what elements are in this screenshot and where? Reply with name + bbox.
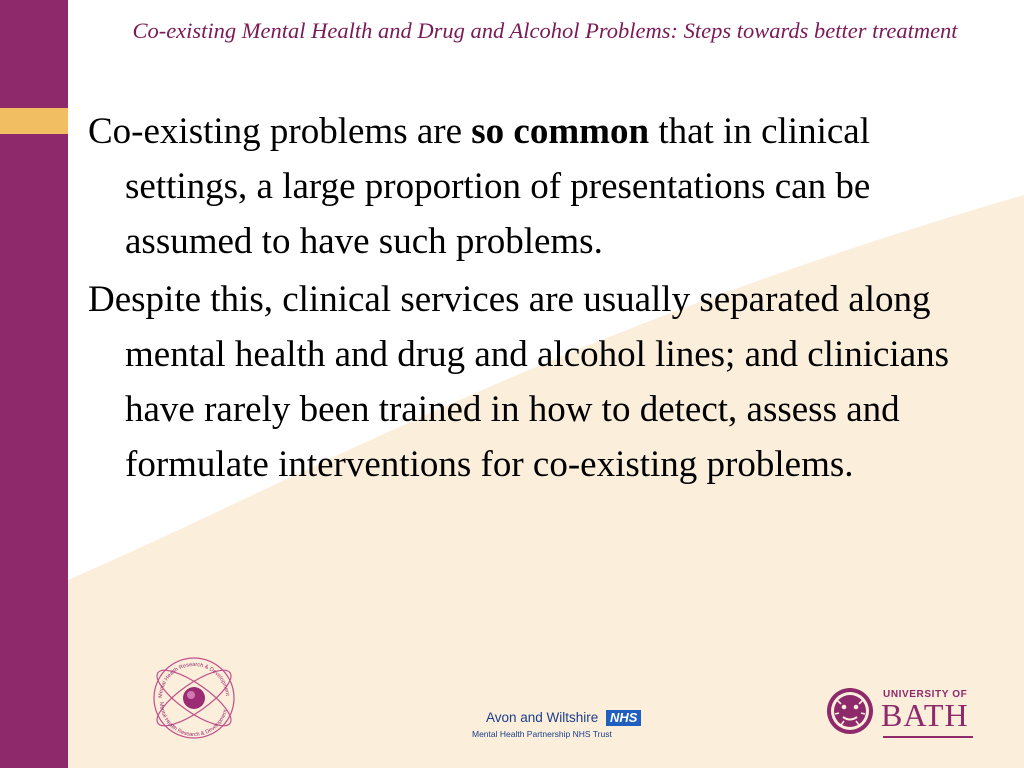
bath-big-text: BATH [881,697,969,733]
body-paragraph-1 [88,104,978,269]
awp-subtitle: Mental Health Partnership NHS Trust [472,729,612,739]
body-paragraph-2: Despite this, clinical services are usually separated along mental health and drug and alcohol lines; and clinicians have rarely been trained in how to detect, assess and formulate interventions for co-existing problems. [88,279,950,485]
awp-name: Avon and Wiltshire [486,710,599,725]
emblem-ring-text-top: Mental Health Research & Development [157,661,230,699]
sidebar-accent [0,108,68,134]
emblem-ring-text-bottom: Mental Health Research & Development [157,701,229,739]
atom-emblem-icon [146,652,242,744]
slide-title: Co-existing Mental Health and Drug and Alcohol Problems: Steps towards better treatment [132,18,958,43]
bath-seal-icon [825,686,875,736]
nhs-badge: NHS [606,710,641,726]
paragraph-1-end: that in clinical settings, a large proportion of presentations can be assumed to have such problems. [125,111,871,262]
university-of-bath-logo [825,686,985,742]
bath-small-text: UNIVERSITY OF [883,689,968,700]
paragraph-1-emphasis: so common [471,111,650,152]
paragraph-1-start: Co-existing problems are [88,111,472,152]
bath-underline [883,736,973,738]
awp-nhs-logo [470,708,670,744]
slide-body [88,104,978,495]
